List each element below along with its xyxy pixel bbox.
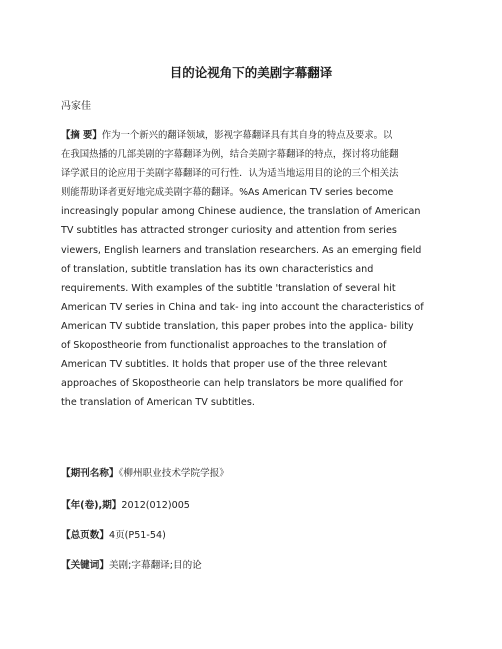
- meta-label: 【关键词】: [61, 560, 109, 571]
- meta-label: 【期刊名称】: [61, 468, 119, 479]
- meta-journal: [61, 465, 229, 479]
- meta-pages: [61, 527, 166, 541]
- document-title: 目的论视角下的美剧字幕翻译: [169, 65, 333, 80]
- abstract-line: increasingly popular among Chinese audience, the translation of American: [61, 206, 421, 218]
- meta-value: 2012(012)005: [121, 500, 190, 511]
- abstract-label: 【摘 要】: [61, 130, 102, 141]
- abstract-line: American TV subtide translation, this paper probes into the applica- bility: [61, 320, 414, 332]
- abstract-line: 译学派目的论应用于美剧字幕翻译的可行性．认为适当地运用目的论的三个相关法: [61, 168, 399, 180]
- meta-value: 美剧;字幕翻译;目的论: [108, 560, 202, 571]
- abstract-line: of Skopostheorie from functionalist approaches to the translation of: [61, 340, 387, 352]
- meta-volume: [61, 497, 190, 511]
- abstract-line: 【摘 要】作为一个新兴的翻译领域，影视字幕翻译具有其自身的特点及要求。以: [61, 130, 393, 141]
- abstract-line: 在我国热播的几部美剧的字幕翻译为例，结合美剧字幕翻译的特点，探讨将功能翻: [61, 149, 399, 161]
- author-name: 冯家佳: [61, 101, 91, 112]
- abstract-line: TV subtitles has attracted stronger curiosity and attention from series: [61, 225, 397, 237]
- abstract-line: American TV subtitles. It holds that proper use of the three relevant: [61, 359, 387, 371]
- abstract-line: viewers, English learners and translation researchers. As an emerging field: [61, 244, 422, 256]
- meta-label: 【年(卷),期】: [61, 500, 122, 511]
- abstract-line: of translation, subtitle translation has its own characteristics and: [61, 263, 374, 275]
- abstract-line: approaches of Skopostheorie can help translators be more qualified for: [61, 378, 403, 390]
- meta-keywords: [61, 557, 202, 571]
- meta-value: 4页(P51-54): [108, 530, 166, 541]
- abstract-line: American TV series in China and tak- ing into account the characteristics of: [61, 301, 424, 313]
- meta-value: 《柳州职业技术学院学报》: [118, 468, 229, 479]
- abstract-block: [61, 126, 446, 412]
- abstract-line: the translation of American TV subtitles.: [61, 397, 255, 409]
- abstract-line: 则能帮助译者更好地完成美剧字幕的翻译。%As American TV series become: [61, 187, 394, 199]
- meta-label: 【总页数】: [61, 530, 109, 541]
- abstract-line: requirements. With examples of the subtitle 'translation of several hit: [61, 282, 396, 294]
